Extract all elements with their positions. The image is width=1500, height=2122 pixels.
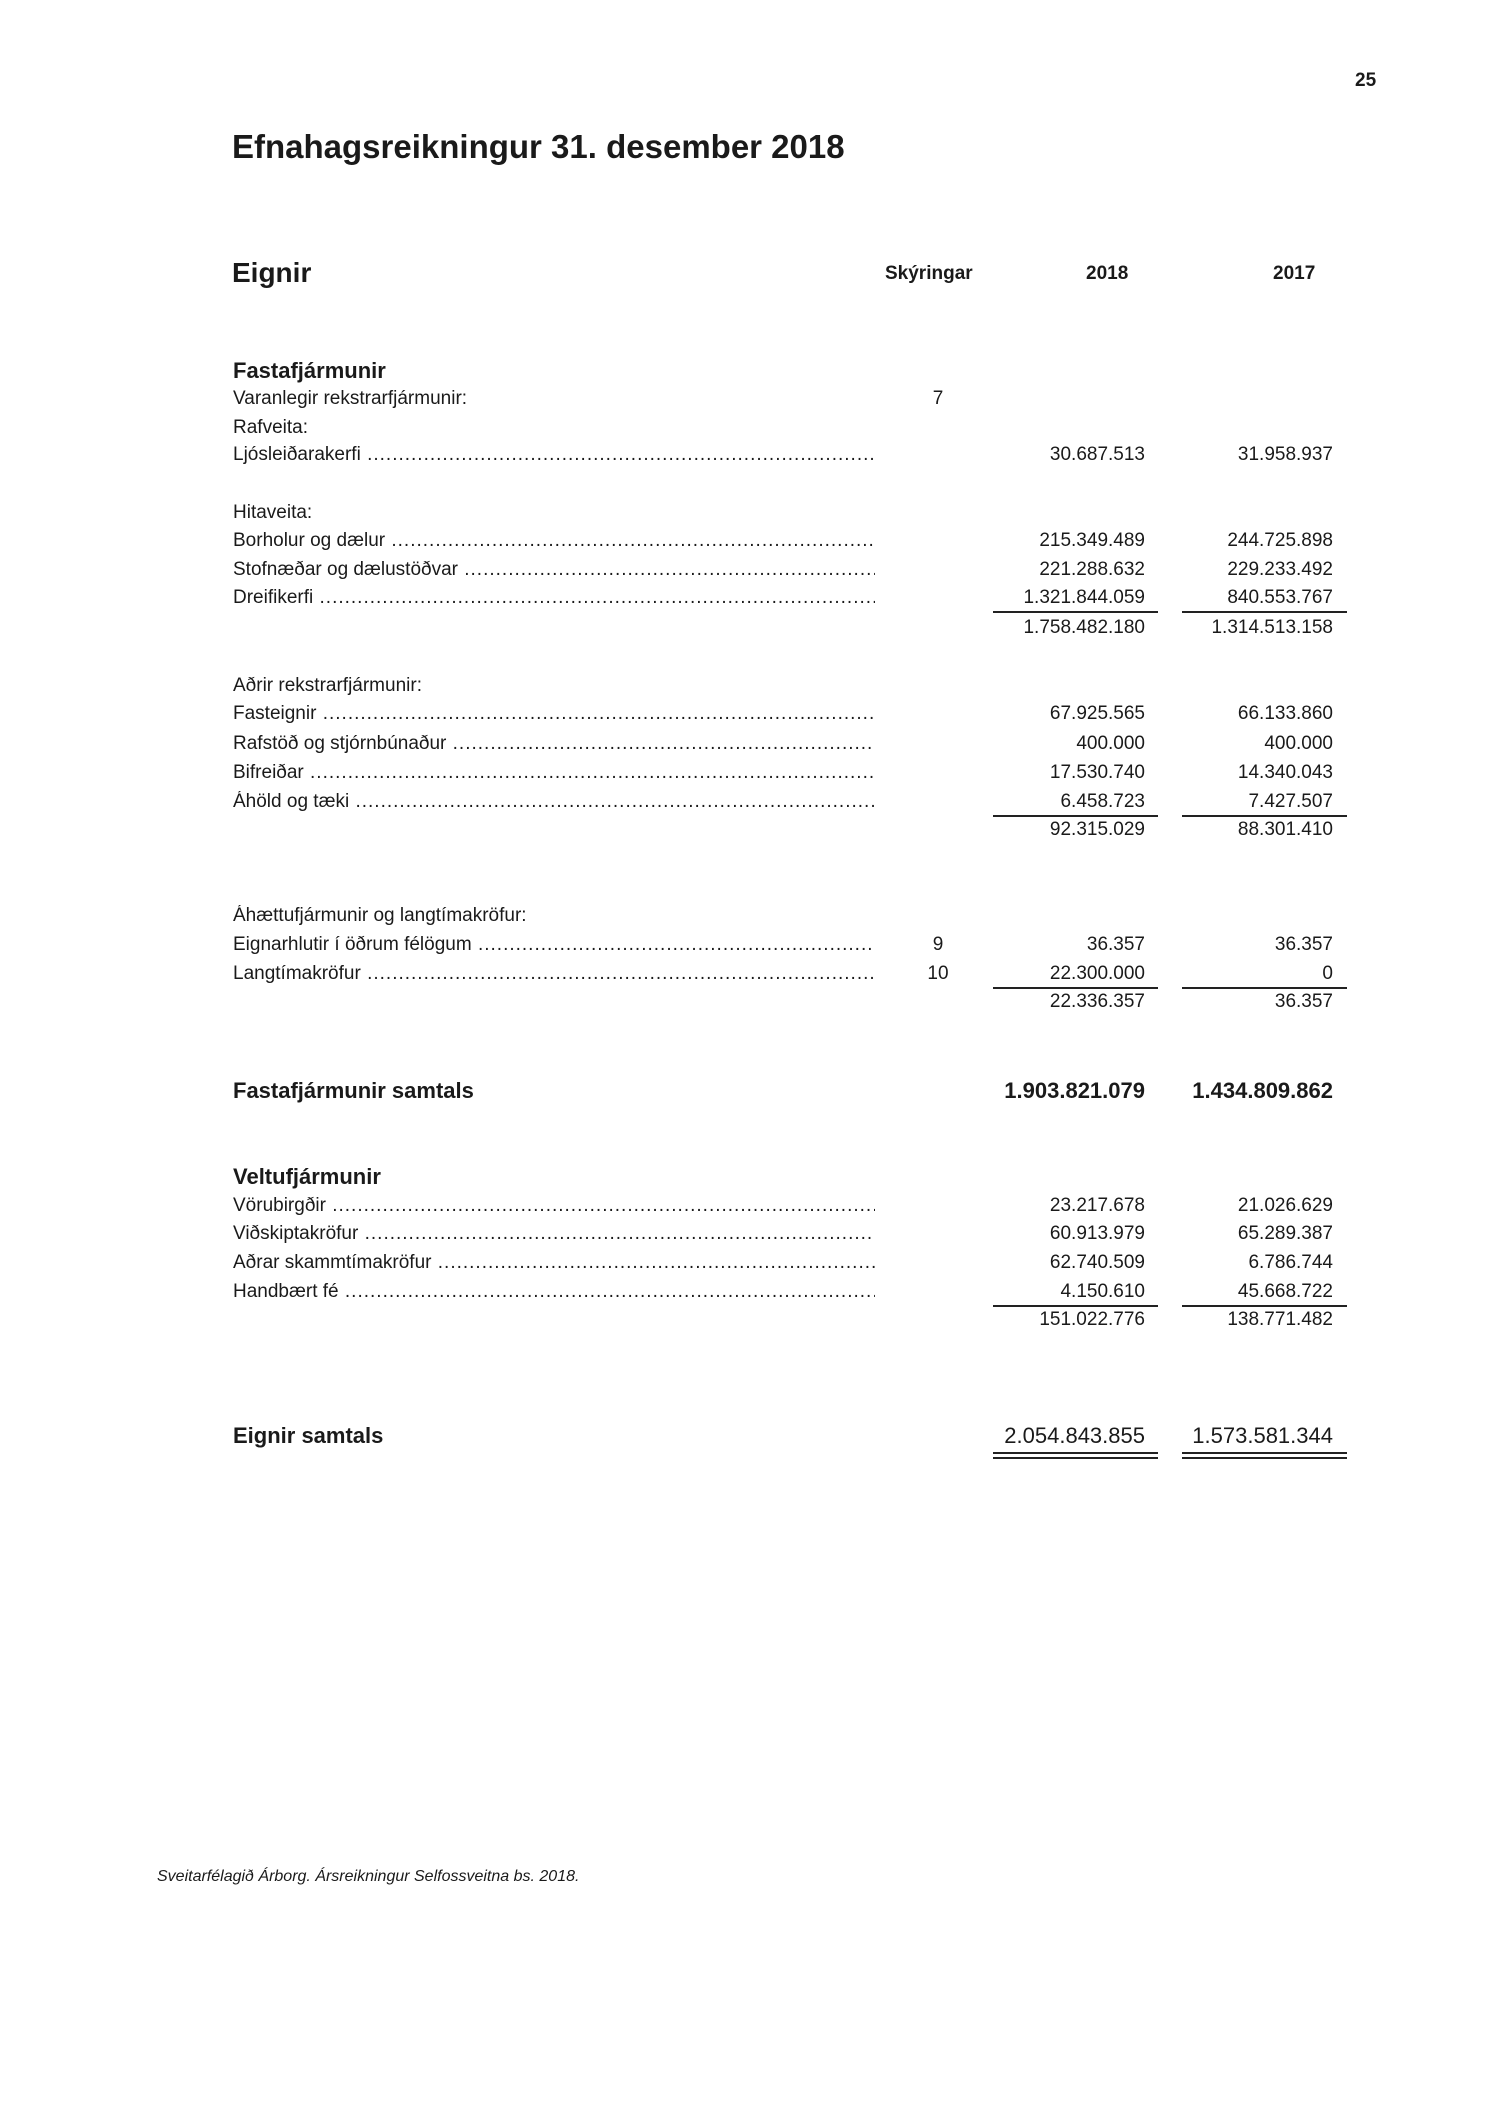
note-ref: 7: [932, 388, 944, 409]
value-2017: 244.725.898: [1227, 530, 1333, 551]
table-row: [233, 819, 1353, 845]
value-2018: 22.300.000: [1049, 963, 1145, 984]
page-number: 25: [1355, 70, 1377, 91]
section-heading: [233, 358, 1353, 384]
row-label: Áhættufjármunir og langtímakröfur:: [233, 905, 527, 926]
rule-line: [1182, 987, 1347, 989]
row-label: Varanlegir rekstrarfjármunir:: [233, 388, 468, 409]
value-2018: 215.349.489: [1039, 530, 1145, 551]
value-2017: 31.958.937: [1237, 444, 1333, 465]
value-2018: 17.530.740: [1049, 762, 1145, 783]
value-2018: 30.687.513: [1049, 444, 1145, 465]
row-label: Handbært fé .....: [233, 1281, 875, 1303]
note-ref: 9: [932, 934, 944, 955]
row-label: Fastafjármunir samtals: [233, 1078, 474, 1103]
rule-line: [1182, 1452, 1347, 1454]
table-row: [233, 905, 1353, 931]
value-2017: 45.668.722: [1237, 1281, 1333, 1302]
table-row: [233, 1252, 1353, 1278]
table-row: [233, 502, 1353, 528]
page-title: Efnahagsreikningur 31. desember 2018: [232, 128, 845, 165]
value-2017: 1.434.809.862: [1192, 1078, 1333, 1103]
row-label: Viðskiptakröfur .....: [233, 1223, 875, 1245]
section-heading: [233, 1164, 1353, 1190]
total-row: [233, 1423, 1353, 1449]
value-2017: 6.786.744: [1248, 1252, 1333, 1273]
table-row: [233, 703, 1353, 729]
row-label: Fastafjármunir: [233, 358, 386, 383]
value-2018: 22.336.357: [1049, 991, 1145, 1012]
table-row: [233, 963, 1353, 989]
value-2018: 1.758.482.180: [1023, 617, 1145, 638]
value-2018: 23.217.678: [1049, 1195, 1145, 1216]
rule-line: [1182, 1457, 1347, 1459]
table-row: [233, 733, 1353, 759]
section-title: Eignir: [232, 257, 312, 288]
value-2017: 138.771.482: [1227, 1309, 1333, 1330]
row-label: Langtímakröfur .....: [233, 963, 875, 985]
value-2017: 36.357: [1274, 991, 1333, 1012]
rule-line: [993, 815, 1158, 817]
value-2017: 400.000: [1264, 733, 1333, 754]
row-label: Eignir samtals: [233, 1423, 384, 1448]
table-row: [233, 1281, 1353, 1307]
row-label: Eignarhlutir í öðrum félögum .....: [233, 934, 875, 956]
rule-line: [1182, 815, 1347, 817]
table-row: [233, 991, 1353, 1017]
row-label: Rafveita:: [233, 417, 308, 438]
value-2018: 67.925.565: [1049, 703, 1145, 724]
rule-line: [993, 987, 1158, 989]
row-label: Aðrar skammtímakröfur .....: [233, 1252, 875, 1274]
value-2017: 7.427.507: [1248, 791, 1333, 812]
value-2017: 0: [1322, 963, 1333, 984]
row-label: Rafstöð og stjórnbúnaður .....: [233, 733, 875, 755]
rule-line: [1182, 1305, 1347, 1307]
column-header-2017: 2017: [1273, 263, 1316, 284]
row-label: Fasteignir .....: [233, 703, 875, 725]
value-2017: 229.233.492: [1227, 559, 1333, 580]
rule-line: [993, 1457, 1158, 1459]
value-2018: 92.315.029: [1049, 819, 1145, 840]
rule-line: [993, 1305, 1158, 1307]
rule-line: [993, 1452, 1158, 1454]
table-row: [233, 444, 1353, 470]
rule-line: [993, 611, 1158, 613]
table-row: [233, 530, 1353, 556]
row-label: Veltufjármunir: [233, 1164, 381, 1189]
value-2017: 36.357: [1274, 934, 1333, 955]
total-row: [233, 1078, 1353, 1104]
value-2018: 1.903.821.079: [1004, 1078, 1145, 1103]
table-row: [233, 1195, 1353, 1221]
table-row: [233, 587, 1353, 613]
value-2018: 4.150.610: [1060, 1281, 1145, 1302]
value-2018: 36.357: [1086, 934, 1145, 955]
value-2018: 400.000: [1076, 733, 1145, 754]
value-2018: 62.740.509: [1049, 1252, 1145, 1273]
footer-text: Sveitarfélagið Árborg. Ársreikningur Selfossveitna bs. 2018.: [157, 1868, 580, 1885]
row-label: Stofnæðar og dælustöðvar .....: [233, 559, 875, 581]
value-2017: 65.289.387: [1237, 1223, 1333, 1244]
row-label: Borholur og dælur .....: [233, 530, 875, 552]
table-row: [233, 617, 1353, 643]
row-label: Hitaveita:: [233, 502, 313, 523]
value-2018: 221.288.632: [1039, 559, 1145, 580]
note-ref: 10: [927, 963, 949, 984]
table-row: [233, 934, 1353, 960]
table-row: [233, 762, 1353, 788]
table-row: [233, 791, 1353, 817]
table-row: [233, 675, 1353, 701]
value-2018: 6.458.723: [1060, 791, 1145, 812]
table-row: [233, 417, 1353, 443]
value-2017: 14.340.043: [1237, 762, 1333, 783]
rule-line: [1182, 611, 1347, 613]
row-label: Bifreiðar .....: [233, 762, 875, 784]
table-row: [233, 388, 1353, 414]
value-2017: 840.553.767: [1227, 587, 1333, 608]
row-label: Dreifikerfi .....: [233, 587, 875, 609]
value-2018: 2.054.843.855: [1004, 1423, 1145, 1448]
value-2018: 60.913.979: [1049, 1223, 1145, 1244]
value-2017: 88.301.410: [1237, 819, 1333, 840]
table-row: [233, 559, 1353, 585]
value-2017: 1.573.581.344: [1192, 1423, 1333, 1448]
value-2017: 66.133.860: [1237, 703, 1333, 724]
table-row: [233, 1309, 1353, 1335]
row-label: Aðrir rekstrarfjármunir:: [233, 675, 422, 696]
value-2018: 1.321.844.059: [1023, 587, 1145, 608]
value-2017: 21.026.629: [1237, 1195, 1333, 1216]
table-row: [233, 1223, 1353, 1249]
row-label: Áhöld og tæki .....: [233, 791, 875, 813]
column-header-2018: 2018: [1086, 263, 1129, 284]
value-2018: 151.022.776: [1039, 1309, 1145, 1330]
row-label: Ljósleiðarakerfi .....: [233, 444, 875, 466]
value-2017: 1.314.513.158: [1211, 617, 1333, 638]
row-label: Vörubirgðir .....: [233, 1195, 875, 1217]
column-header-notes: Skýringar: [885, 263, 973, 284]
